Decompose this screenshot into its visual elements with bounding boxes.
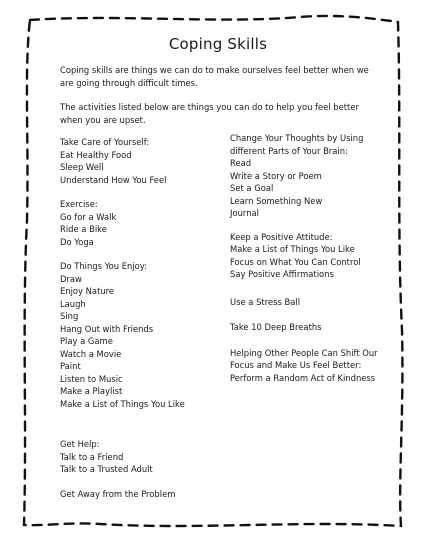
list-item: Read [230, 158, 252, 168]
list-item: Eat Healthy Food [60, 149, 132, 160]
section-enjoy [60, 260, 230, 410]
list-item: Enjoy Nature [60, 286, 115, 296]
section-exercise [60, 198, 230, 248]
list-item: Say Positive Affirmations [230, 269, 334, 279]
list-item: Understand How You Feel [60, 174, 167, 185]
section-heading-line2: Focus and Make Us Feel Better: [230, 360, 362, 370]
list-item: Focus on What You Can Control [230, 256, 361, 267]
section-helping-others [230, 347, 400, 385]
section-heading: Get Help: [60, 439, 100, 449]
section-heading-line1: Helping Other People Can Shift Our [230, 347, 378, 358]
section-get-help [60, 438, 230, 476]
page-title: Coping Skills [168, 35, 268, 53]
list-item: Watch a Movie [60, 348, 122, 359]
section-positive-attitude [230, 231, 400, 281]
list-item: Sleep Well [60, 162, 104, 172]
stress-ball-item: Use a Stress Ball [230, 296, 301, 307]
list-item: Make a List of Things You Like [230, 244, 355, 254]
deep-breaths-item: Take 10 Deep Breaths [230, 322, 322, 332]
list-item: Paint [60, 361, 81, 371]
list-item: Learn Something New [230, 195, 323, 206]
list-item: Perform a Random Act of Kindness [230, 372, 376, 383]
list-item: Sing [60, 311, 79, 321]
section-heading: Take Care of Yourself: [60, 137, 150, 147]
list-item: Journal [230, 208, 259, 218]
section-change-thoughts [230, 132, 400, 220]
list-item: Talk to a Trusted Adult [60, 464, 153, 474]
worksheet [58, 35, 378, 515]
section-heading-line2: different Parts of Your Brain: [230, 145, 348, 156]
list-item: Do Yoga [60, 236, 94, 247]
list-item: Write a Story or Poem [230, 170, 322, 181]
list-item: Make a Playlist [60, 386, 123, 396]
list-item: Hang Out with Friends [60, 323, 154, 334]
list-item: Talk to a Friend [60, 451, 124, 462]
left-column [60, 136, 230, 500]
list-item: Ride a Bike [60, 224, 107, 234]
section-heading: Exercise: [60, 199, 98, 209]
get-away-item: Get Away from the Problem [60, 488, 176, 499]
list-item: Go for a Walk [60, 211, 117, 222]
instruction-paragraph: The activities listed below are things you can do to help you feel better when you are upset. [60, 102, 359, 125]
section-heading: Keep a Positive Attitude: [230, 231, 333, 242]
list-item: Listen to Music [60, 373, 123, 384]
list-item: Set a Goal [230, 183, 274, 193]
right-column [230, 132, 400, 384]
intro-paragraph: Coping skills are things we can do to make ourselves feel better when we are going through difficult times. [60, 65, 369, 88]
section-heading-line1: Change Your Thoughts by Using [230, 133, 364, 143]
list-item: Play a Game [60, 336, 113, 346]
section-take-care [60, 136, 230, 186]
list-item: Laugh [60, 298, 86, 309]
list-item: Draw [60, 273, 82, 284]
section-heading: Do Things You Enjoy: [60, 261, 147, 271]
list-item: Make a List of Things You Like [60, 398, 185, 409]
